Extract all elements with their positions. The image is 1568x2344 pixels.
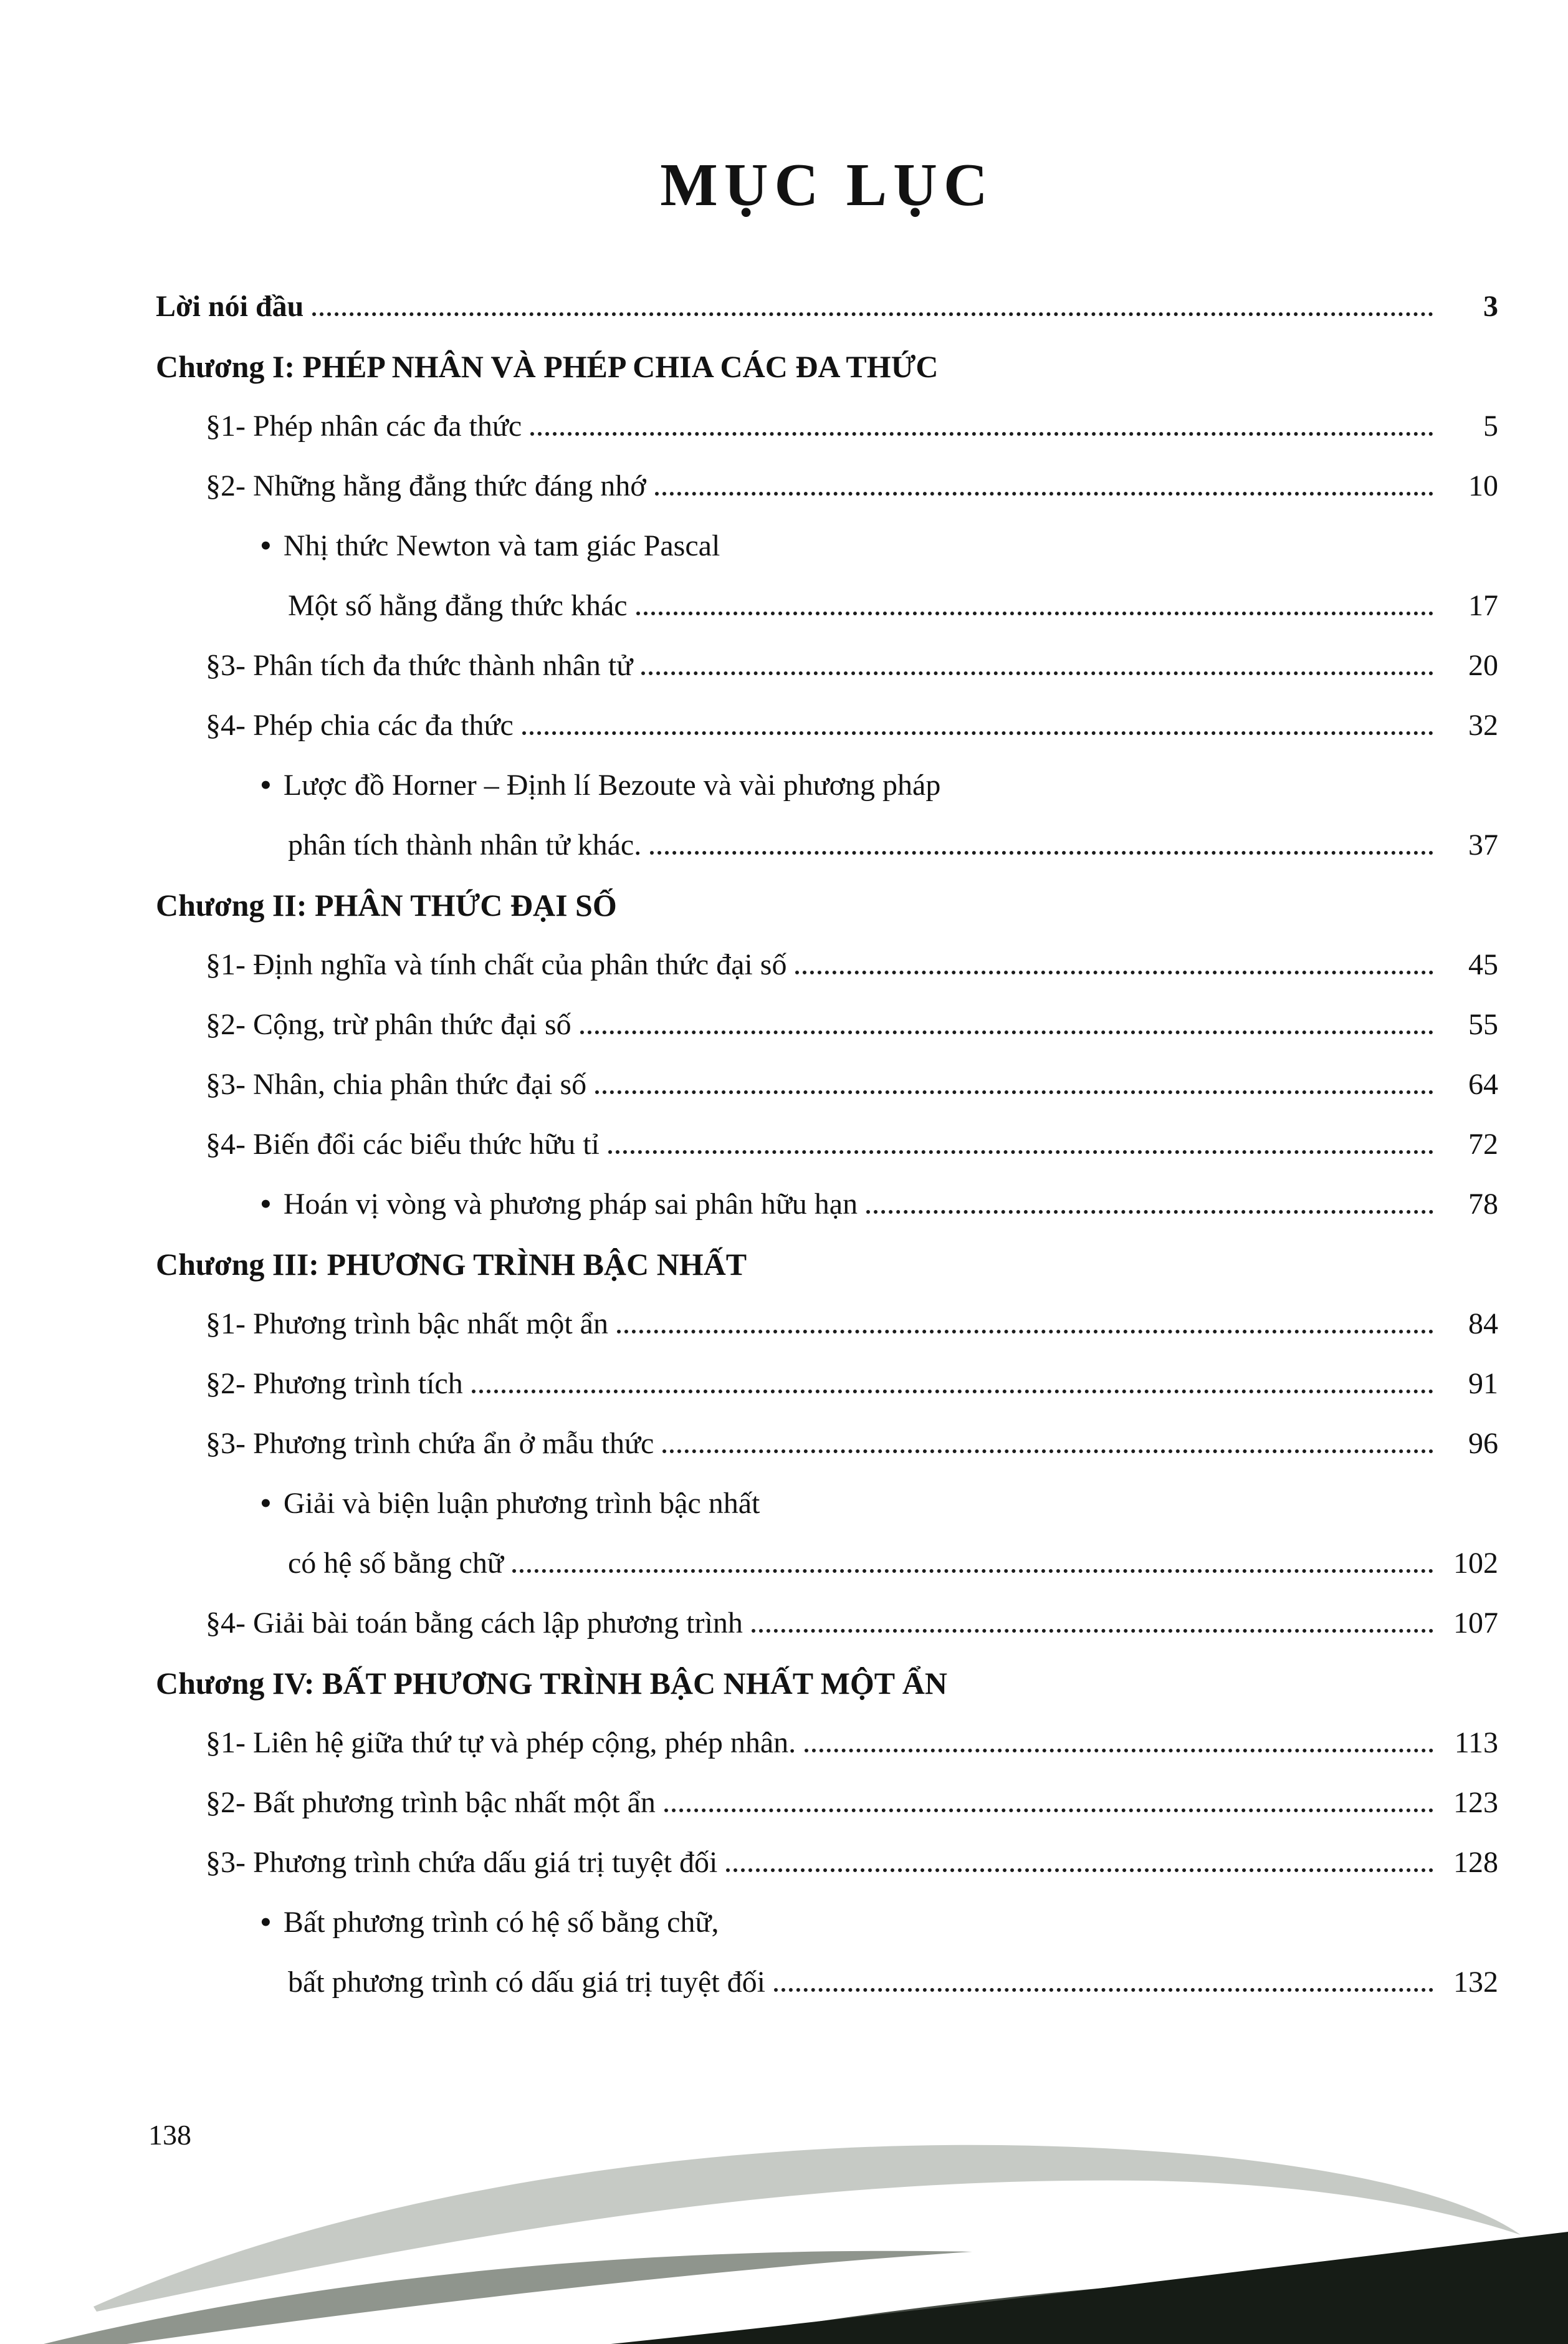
dot-leader [726, 1868, 1433, 1872]
toc-entry [156, 1965, 1498, 2000]
toc-entry [156, 948, 1498, 982]
toc-entry-page: 132 [1453, 1966, 1498, 1999]
dot-leader [608, 1150, 1433, 1154]
toc-entry-page: 84 [1468, 1307, 1498, 1340]
toc-entry [156, 1127, 1498, 1162]
toc-entry-label: có hệ số bằng chữ [288, 1547, 504, 1580]
toc-entry-label: §4- Giải bài toán bằng cách lập phương trình [206, 1607, 743, 1640]
dot-leader [512, 1569, 1433, 1573]
toc-entry-label: • Giải và biện luận phương trình bậc nhất [283, 1487, 760, 1520]
toc-entry-label: §3- Phương trình chứa dấu giá trị tuyệt đối [206, 1846, 718, 1879]
toc-entry-label: §3- Phân tích đa thức thành nhân tử [206, 649, 633, 682]
toc-entry-page: 123 [1453, 1786, 1498, 1819]
toc-entry-label: Lời nói đầu [156, 290, 304, 323]
toc-entry [156, 1307, 1498, 1342]
dot-leader [752, 1629, 1433, 1633]
page-title: MỤC LỤC [660, 151, 994, 219]
toc-entry-label: §2- Cộng, trừ phân thức đại số [206, 1008, 571, 1041]
toc-entry-label: §2- Bất phương trình bậc nhất một ẩn [206, 1786, 656, 1819]
toc-chapter-heading [156, 888, 1498, 923]
toc-entry [156, 1546, 1498, 1581]
toc-entry-page: 10 [1468, 469, 1498, 502]
toc-entry-label: Chương III: PHƯƠNG TRÌNH BẬC NHẤT [156, 1247, 747, 1282]
toc-entry-label: §1- Phép nhân các đa thức [206, 410, 522, 443]
toc-chapter-heading [156, 1666, 1498, 1701]
toc-entry [156, 289, 1498, 324]
dot-leader [641, 671, 1433, 675]
toc-entry-label: Chương I: PHÉP NHÂN VÀ PHÉP CHIA CÁC ĐA THỨC [156, 349, 939, 384]
toc-entry-page: 102 [1453, 1547, 1498, 1580]
toc-entry-page: 64 [1468, 1068, 1498, 1101]
dot-leader [655, 492, 1433, 496]
toc-entry [156, 1726, 1498, 1760]
toc-entry-page: 55 [1468, 1008, 1498, 1041]
table-of-contents [156, 150, 1498, 2025]
toc-entry [156, 1007, 1498, 1042]
toc-entry [156, 1905, 1498, 1940]
dot-leader [530, 432, 1433, 436]
toc-entry-page: 32 [1468, 709, 1498, 742]
dot-leader [662, 1449, 1433, 1453]
toc-entry-label: phân tích thành nhân tử khác. [288, 829, 642, 862]
dot-leader [650, 851, 1433, 855]
dot-leader [636, 612, 1433, 615]
dot-leader [595, 1090, 1433, 1094]
toc-chapter-heading [156, 349, 1498, 384]
toc-entry-page: 107 [1453, 1607, 1498, 1640]
toc-entry-label: Chương II: PHÂN THỨC ĐẠI SỐ [156, 888, 617, 923]
toc-entry-label: §1- Phương trình bậc nhất một ẩn [206, 1307, 608, 1340]
toc-entry [156, 828, 1498, 863]
toc-entry-page: 20 [1468, 649, 1498, 682]
toc-entry [156, 768, 1498, 803]
dot-leader [580, 1030, 1433, 1034]
toc-entry-label: §1- Định nghĩa và tính chất của phân thức đại số [206, 948, 787, 981]
toc-entry-page: 37 [1468, 829, 1498, 862]
toc-entry [156, 1426, 1498, 1461]
toc-entry-label: §4- Phép chia các đa thức [206, 709, 514, 742]
toc-entry [156, 1845, 1498, 1880]
toc-entry-page: 72 [1468, 1128, 1498, 1161]
toc-entry-page: 17 [1468, 589, 1498, 622]
toc-entry [156, 1785, 1498, 1820]
dot-leader [795, 971, 1433, 974]
toc-entry-page: 3 [1483, 290, 1498, 323]
toc-entry [156, 469, 1498, 504]
toc-entry [156, 1486, 1498, 1521]
toc-entry-label: §1- Liên hệ giữa thứ tự và phép cộng, phép nhân. [206, 1726, 796, 1759]
toc-entry-label: • Lược đồ Horner – Định lí Bezoute và vài phương pháp [283, 769, 941, 802]
toc-entry [156, 708, 1498, 743]
dot-leader [472, 1390, 1433, 1393]
toc-entry-label: Chương IV: BẤT PHƯƠNG TRÌNH BẬC NHẤT MỘT ẨN [156, 1666, 947, 1701]
toc-entry [156, 1067, 1498, 1102]
toc-entry-label: §3- Phương trình chứa ẩn ở mẫu thức [206, 1427, 654, 1460]
dot-leader [617, 1330, 1433, 1333]
toc-entry [156, 1187, 1498, 1222]
toc-entry [156, 1367, 1498, 1401]
dot-leader [312, 312, 1433, 316]
toc-entry [156, 409, 1498, 444]
decorative-swoosh [0, 2082, 1568, 2344]
toc-entry-label: • Bất phương trình có hệ số bằng chữ, [283, 1906, 719, 1939]
toc-entry-page: 128 [1453, 1846, 1498, 1879]
dot-leader [805, 1749, 1433, 1752]
swoosh-shape-darkest [611, 2232, 1568, 2344]
toc-entry-label: §4- Biến đổi các biểu thức hữu tỉ [206, 1128, 600, 1161]
toc-entry [156, 648, 1498, 683]
toc-entry-label: bất phương trình có dấu giá trị tuyệt đối [288, 1966, 765, 1999]
toc-entry-page: 96 [1468, 1427, 1498, 1460]
toc-entry [156, 588, 1498, 623]
toc-entry [156, 529, 1498, 564]
toc-entry-label: §2- Phương trình tích [206, 1367, 463, 1400]
dot-leader [866, 1210, 1433, 1214]
toc-entry-label: • Nhị thức Newton và tam giác Pascal [283, 529, 720, 562]
page-number: 138 [148, 2119, 191, 2151]
dot-leader [774, 1988, 1433, 1992]
toc-entry-label: • Hoán vị vòng và phương pháp sai phân hữu hạn [283, 1188, 858, 1221]
toc-entry-label: §2- Những hằng đẳng thức đáng nhớ [206, 469, 646, 502]
toc-entry-label: §3- Nhân, chia phân thức đại số [206, 1068, 587, 1101]
toc-entry-page: 78 [1468, 1188, 1498, 1221]
toc-entry-page: 45 [1468, 948, 1498, 981]
toc-entry [156, 1606, 1498, 1641]
toc-entry-page: 91 [1468, 1367, 1498, 1400]
toc-entry-page: 5 [1483, 410, 1498, 443]
dot-leader [522, 731, 1433, 735]
toc-chapter-heading [156, 1247, 1498, 1282]
dot-leader [664, 1808, 1433, 1812]
toc-entry-page: 113 [1454, 1726, 1498, 1759]
toc-entry-label: Một số hằng đẳng thức khác [288, 589, 628, 622]
